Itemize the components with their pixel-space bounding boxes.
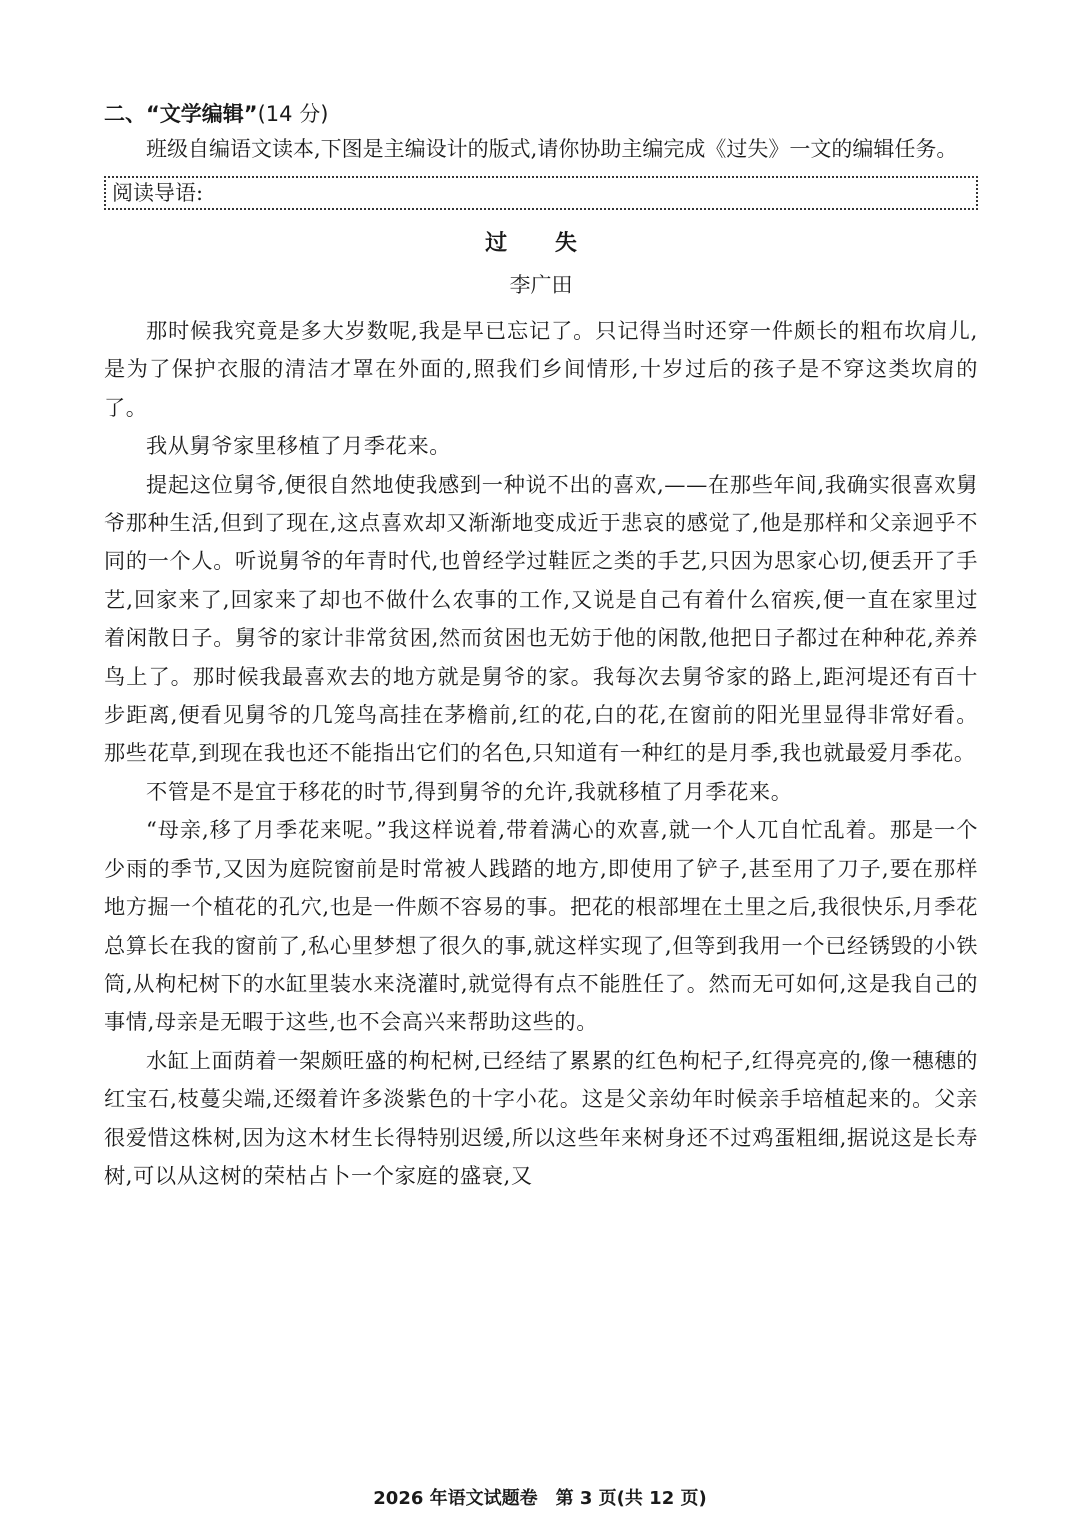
section-heading (104, 98, 978, 130)
exam-page (104, 98, 978, 1195)
page-footer: 2026 年语文试题卷 第 3 页(共 12 页) (373, 1488, 707, 1509)
paragraph: 我从舅爷家里移植了月季花来。 (146, 433, 452, 459)
paragraph: “母亲,移了月季花来呢。”我这样说着,带着满心的欢喜,就一个人兀自忙乱着。那是一个少雨的季节,又因为庭院窗前是时常被人践踏的地方,即使用了铲子,甚至用了刀子,要在那样地方掘一个植花的孔穴,也是一件颇不容易的事。把花的根部埋在土里之后,我很快乐,月季花总算长在我的窗前了,私心里梦想了很久的事,就这样实现了,但等到我用一个已经锈毁的小铁筒,从枸杞树下的水缸里装水来浇灌时,就觉得有点不能胜任了。然而无可如何,这是我自己的事情,母亲是无暇于这些,也不会高兴来帮助这些的。 (104, 817, 978, 1035)
article-body (104, 312, 978, 1195)
paragraph: 水缸上面荫着一架颇旺盛的枸杞树,已经结了累累的红色枸杞子,红得亮亮的,像一穗穗的红宝石,枝蔓尖端,还缀着许多淡紫色的十字小花。这是父亲幼年时候亲手培植起来的。父亲很爱惜这株树,因为这木材生长得特别迟缓,所以这些年来树身还不过鸡蛋粗细,据说这是长寿树,可以从这树的荣枯占卜一个家庭的盛衰,又 (104, 1047, 978, 1188)
reading-guide-box (104, 176, 978, 210)
paragraph: 那时候我究竟是多大岁数呢,我是早已忘记了。只记得当时还穿一件颇长的粗布坎肩儿,是为了保护衣服的清洁才罩在外面的,照我们乡间情形,十岁过后的孩子是不穿这类坎肩的了。 (104, 318, 978, 420)
paragraph: 提起这位舅爷,便很自然地使我感到一种说不出的喜欢,——在那些年间,我确实很喜欢舅爷那种生活,但到了现在,这点喜欢却又渐渐地变成近于悲哀的感觉了,他是那样和父亲迥乎不同的一个人。听说舅爷的年青时代,也曾经学过鞋匠之类的手艺,只因为思家心切,便丢开了手艺,回家来了,回家来了却也不做什么农事的工作,又说是自己有着什么宿疾,便一直在家里过着闲散日子。舅爷的家计非常贫困,然而贫困也无妨于他的闲散,他把日子都过在种种花,养养鸟上了。那时候我最喜欢去的地方就是舅爷的家。我每次去舅爷家的路上,距河堤还有百十步距离,便看见舅爷的几笼鸟高挂在茅檐前,红的花,白的花,在窗前的阳光里显得非常好看。那些花草,到现在我也还不能指出它们的名色,只知道有一种红的是月季,我也就最爱月季花。 (104, 471, 978, 766)
article-title: 过 失 (485, 231, 597, 256)
task-intro: 班级自编语文读本,下图是主编设计的版式,请你协助主编完成《过失》一文的编辑任务。 (146, 137, 958, 161)
section-score: (14 分) (257, 102, 329, 126)
reading-guide-label: 阅读导语: (112, 181, 204, 205)
section-title: 二、“文学编辑” (104, 102, 258, 126)
article-author: 李广田 (509, 273, 573, 297)
paragraph: 不管是不是宜于移花的时节,得到舅爷的允许,我就移植了月季花来。 (146, 778, 793, 804)
